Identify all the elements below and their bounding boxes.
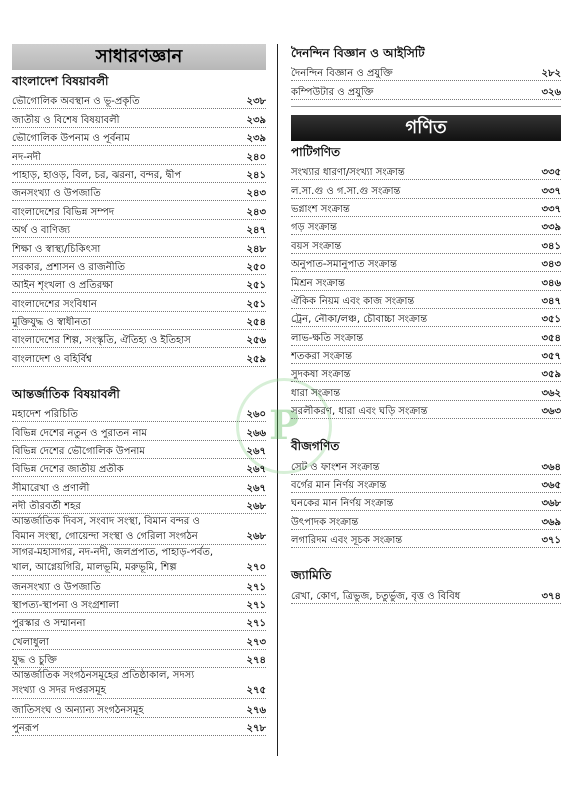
entry-text: সেট ও ফাংশন সংক্রান্ত — [291, 461, 380, 473]
entry-page: ৩৩৭ — [541, 203, 561, 215]
entry-page: ২৭৩ — [246, 636, 266, 648]
entry-text: লাভ-ক্ষতি সংক্রান্ত — [291, 332, 364, 344]
entry-page: ২৫৬ — [246, 335, 266, 347]
entry-page: ২৫১ — [246, 280, 266, 292]
entry-page: ৩৪৩ — [541, 259, 561, 271]
bangladesh-list — [12, 91, 266, 367]
entry-text: বয়স সংক্রান্ত — [291, 240, 342, 252]
entry-text: অনুপাত-সমানুপাত সংক্রান্ত — [291, 259, 397, 271]
toc-entry[interactable] — [12, 459, 266, 477]
entry-page: ২৫০ — [246, 261, 266, 273]
toc-entry[interactable] — [291, 309, 561, 327]
toc-entry[interactable] — [12, 109, 266, 127]
toc-entry[interactable] — [12, 257, 266, 275]
entry-page: ৩৫১ — [541, 314, 561, 326]
international-list-c — [12, 699, 266, 736]
entry-text: জাতিসংঘ ও অন্যান্য সংগঠনসমূহ — [12, 704, 144, 716]
entry-text: বাংলাদেশের বিভিন্ন সম্পদ — [12, 206, 115, 218]
toc-entry[interactable] — [12, 330, 266, 348]
entry-page: ৩৬৪ — [541, 461, 561, 473]
entry-page: ২৭৬ — [246, 704, 266, 716]
entry-page: ২৫১ — [246, 298, 266, 310]
entry-page: ৩৬২ — [541, 387, 561, 399]
toc-entry[interactable] — [12, 699, 266, 717]
entry-text: মিশ্রন সংক্রান্ত — [291, 277, 345, 289]
entry-text: সংখ্যার ধারণা/সংখ্যা সংক্রান্ত — [291, 167, 405, 179]
entry-text: বাংলাদেশের সংবিধান — [12, 298, 97, 310]
entry-page: ৩৫৯ — [541, 369, 561, 381]
toc-entry[interactable] — [12, 146, 266, 164]
entry-page: ৩৫৪ — [541, 332, 561, 344]
toc-entry[interactable] — [291, 493, 561, 511]
toc-entry[interactable] — [12, 183, 266, 201]
entry-text: যুদ্ধ ও চুক্তি — [12, 655, 57, 667]
toc-entry[interactable] — [291, 346, 561, 364]
international-list-b — [12, 576, 266, 668]
entry-page: ২৭৮ — [246, 722, 266, 734]
entry-text: সাগর-মহাসাগর, নদ-নদী, জলপ্রপাত, পাহাড়-পর্বত, — [12, 547, 214, 559]
entry-page: ৩৩৫ — [541, 167, 561, 179]
entry-text: দৈনন্দিন বিজ্ঞান ও প্রযুক্তি — [291, 68, 393, 80]
entry-text: সরকার, প্রশাসন ও রাজনীতি — [12, 261, 125, 273]
entry-page: ৩৪৬ — [541, 277, 561, 289]
entry-text: ঐকিক নিয়ম এবং কাজ সংক্রান্ত — [291, 295, 415, 307]
toc-entry[interactable] — [291, 272, 561, 290]
toc-entry[interactable] — [12, 238, 266, 256]
entry-text: নদ-নদী — [12, 151, 41, 163]
spacer — [12, 367, 266, 385]
entry-page: ২৪১ — [246, 169, 266, 181]
toc-entry[interactable] — [291, 401, 561, 419]
toc-entry[interactable] — [12, 441, 266, 459]
algebra-list — [291, 456, 561, 548]
watermark-letter: P — [268, 402, 300, 449]
entry-text: স্থাপত্য-স্থাপনা ও সংগ্রশালা — [12, 599, 119, 611]
entry-page: ৩৬৫ — [541, 480, 561, 492]
entry-page: ২৫৪ — [246, 317, 266, 329]
toc-entry[interactable] — [12, 718, 266, 736]
entry-page: ২৬৭ — [246, 482, 266, 494]
entry-text: সরলীকরণ, ধারা এবং ঘড়ি সংক্রান্ত — [291, 406, 428, 418]
entry-text: গড় সংক্রান্ত — [291, 222, 337, 234]
entry-text: আন্তর্জাতিক দিবস, সংবাদ সংস্থা, বিমান বন্দর ও — [12, 516, 200, 528]
entry-text: কম্পিউটার ও প্রযুক্তি — [291, 86, 374, 98]
entry-page: ২৭৪ — [246, 655, 266, 667]
toc-entry[interactable] — [12, 650, 266, 668]
toc-entry-multiline[interactable] — [12, 545, 266, 576]
section-title-science-ict: দৈনন্দিন বিজ্ঞান ও আইসিটি — [291, 46, 425, 60]
entry-text: বিভিন্ন দেশের নতুন ও পুরাতন নাম — [12, 427, 147, 439]
mathematics-banner: গণিত — [291, 115, 561, 141]
entry-page: ২৪৩ — [246, 206, 266, 218]
toc-entry[interactable] — [291, 585, 561, 603]
toc-entry[interactable] — [291, 235, 561, 253]
left-column — [12, 44, 266, 736]
international-list-a — [12, 404, 266, 514]
toc-entry[interactable] — [12, 422, 266, 440]
toc-entry-multiline[interactable] — [12, 514, 266, 545]
toc-entry[interactable] — [12, 576, 266, 594]
entry-text: সংখ্যা ও সদর দপ্তরসমূহ — [12, 685, 106, 697]
entry-page: ২৭৫ — [246, 685, 266, 697]
entry-page: ২৬৭ — [246, 464, 266, 476]
entry-page: ৩৭১ — [541, 535, 561, 547]
entry-text: ভগ্নাংশ সংক্রান্ত — [291, 203, 350, 215]
right-column — [291, 44, 561, 604]
entry-text: রেখা, কোণ, ত্রিভুজ, চতুর্ভুজ, বৃত্ত ও বিবিধ — [291, 590, 461, 602]
spacer — [291, 548, 561, 566]
entry-text: বিভিন্ন দেশের ভৌগোলিক উপনাম — [12, 446, 145, 458]
entry-page: ২৬৬ — [246, 427, 266, 439]
entry-page: ২৮২ — [541, 68, 561, 80]
toc-entry[interactable] — [291, 180, 561, 198]
geometry-list — [291, 585, 561, 603]
entry-page: ২৭১ — [246, 581, 266, 593]
entry-text: বাংলাদেশ ও বহির্বিশ্ব — [12, 353, 92, 365]
entry-text: আন্তর্জাতিক সংগঠনসমূহের প্রতিষ্ঠাকাল, সদস্য — [12, 670, 195, 682]
toc-entry[interactable] — [291, 254, 561, 272]
toc-entry[interactable] — [12, 477, 266, 495]
toc-entry[interactable] — [291, 364, 561, 382]
toc-entry[interactable] — [12, 128, 266, 146]
toc-entry[interactable] — [12, 496, 266, 514]
entry-page: ৩২৬ — [541, 86, 561, 98]
entry-page: ৩৬৮ — [541, 498, 561, 510]
toc-entry[interactable] — [291, 475, 561, 493]
entry-page: ২৪০ — [246, 151, 266, 163]
toc-entry[interactable] — [12, 348, 266, 366]
entry-text: জনসংখ্যা ও উপজাতি — [12, 581, 101, 593]
entry-text: ল.সা.গু ও গ.সা.গু সংক্রান্ত — [291, 185, 401, 197]
entry-page: ২৬০ — [246, 409, 266, 421]
entry-text: ভৌগোলিক উপনাম ও পূর্বনাম — [12, 133, 130, 145]
toc-entry-multiline[interactable] — [12, 668, 266, 699]
entry-text: জনসংখ্যা ও উপজাতি — [12, 188, 101, 200]
section-title-geometry: জ্যামিতি — [291, 568, 332, 583]
toc-entry[interactable] — [12, 595, 266, 613]
toc-entry[interactable] — [12, 631, 266, 649]
entry-text: পাহাড়, হাওড়, বিল, চর, ঝরনা, বন্দর, দ্বীপ — [12, 169, 182, 181]
toc-entry[interactable] — [291, 456, 561, 474]
toc-entry[interactable] — [291, 327, 561, 345]
entry-text: ট্রেন, নৌকা/লঞ্চ, চৌবাচ্চা সংক্রান্ত — [291, 314, 428, 326]
entry-page: ২৬৮ — [246, 501, 266, 513]
entry-page: ৩৫৭ — [541, 351, 561, 363]
entry-page: ৩৬৯ — [541, 516, 561, 528]
entry-page: ২৩৯ — [246, 114, 266, 126]
entry-page: ২৭১ — [246, 618, 266, 630]
entry-page: ২৪৩ — [246, 188, 266, 200]
entry-text: ঘনকের মান নির্ণয় সংক্রান্ত — [291, 498, 394, 510]
section-title-algebra: বীজগণিত — [291, 439, 340, 454]
toc-entry[interactable] — [291, 217, 561, 235]
toc-entry[interactable] — [291, 382, 561, 400]
entry-line — [12, 514, 266, 529]
entry-text: আইন শৃংখলা ও প্রতিরক্ষা — [12, 280, 114, 292]
entry-text: খেলাধুলা — [12, 636, 49, 648]
toc-entry[interactable] — [291, 162, 561, 180]
toc-entry[interactable] — [12, 404, 266, 422]
entry-page: ২৬৮ — [246, 531, 266, 543]
spacer — [291, 419, 561, 437]
general-knowledge-banner: সাধারণজ্ঞান — [12, 44, 266, 70]
entry-text: সুদকষা সংক্রান্ত — [291, 369, 351, 381]
entry-page: ৩৩৭ — [541, 185, 561, 197]
entry-text: বিভিন্ন দেশের জাতীয় প্রতীক — [12, 464, 124, 476]
entry-line — [12, 683, 266, 698]
entry-page: ৩৪৭ — [541, 295, 561, 307]
section-title-arithmetic: পাটিগণিত — [291, 144, 341, 159]
entry-text: বর্গের মান নির্ণয় সংক্রান্ত — [291, 480, 387, 492]
entry-text: ভৌগোলিক অবস্থান ও ভূ-প্রকৃতি — [12, 96, 140, 108]
entry-page: ২৬৭ — [246, 446, 266, 458]
entry-text: অর্থ ও বাণিজ্য — [12, 225, 71, 237]
entry-text: ধারা সংক্রান্ত — [291, 387, 341, 399]
entry-line — [12, 668, 266, 683]
toc-entry[interactable] — [291, 291, 561, 309]
section-title-bangladesh: বাংলাদেশ বিষয়াবলী — [12, 74, 109, 88]
entry-text: পুনরূপ — [12, 722, 39, 734]
entry-text: শতকরা সংক্রান্ত — [291, 351, 353, 363]
entry-page: ২৩৮ — [246, 96, 266, 108]
toc-entry[interactable] — [12, 613, 266, 631]
science-ict-list — [291, 63, 561, 107]
toc-entry[interactable] — [12, 165, 266, 183]
toc-entry[interactable] — [12, 293, 266, 311]
toc-entry[interactable] — [291, 81, 561, 99]
entry-text: বিমান সংস্থা, গোয়েন্দা সংস্থা ও গেরিলা সংগঠন — [12, 531, 198, 543]
entry-page: ৩৩৯ — [541, 222, 561, 234]
entry-page: ৩৬৩ — [541, 406, 561, 418]
arithmetic-list — [291, 162, 561, 419]
entry-text: মহাদেশ পরিচিতি — [12, 409, 78, 421]
toc-entry[interactable] — [291, 530, 561, 548]
section-title-international: আন্তর্জাতিক বিষয়াবলী — [12, 386, 120, 401]
entry-line — [12, 560, 266, 575]
entry-page: ৩৪১ — [541, 240, 561, 252]
entry-text: সীমারেখা ও প্রণালী — [12, 482, 90, 494]
toc-entry[interactable] — [12, 201, 266, 219]
entry-page: ২৪৭ — [246, 225, 266, 237]
entry-page: ২৭১ — [246, 599, 266, 611]
entry-page: ২৭০ — [246, 562, 266, 574]
entry-page: ৩৭৪ — [541, 590, 561, 602]
entry-text: জাতীয় ও বিশেষ বিষয়াবলী — [12, 114, 120, 126]
entry-text: খাল, আগ্নেয়গিরি, মালভূমি, মরুভূমি, শিল্প — [12, 562, 177, 574]
entry-page: ২৩৯ — [246, 133, 266, 145]
toc-entry[interactable] — [291, 63, 561, 81]
entry-text: নদী তীরবর্তী শহর — [12, 501, 81, 513]
entry-text: লগারিদম এবং সূচক সংক্রান্ত — [291, 535, 403, 547]
entry-text: মুক্তিযুদ্ধ ও স্বাধীনতা — [12, 317, 91, 329]
toc-entry[interactable] — [12, 91, 266, 109]
entry-line — [12, 529, 266, 544]
toc-entry[interactable] — [12, 220, 266, 238]
entry-page: ২৪৮ — [246, 243, 266, 255]
entry-text: বাংলাদেশের শিল্প, সংস্কৃতি, ঐতিহ্য ও ইতিহাস — [12, 335, 191, 347]
entry-text: শিক্ষা ও স্বাস্থ্য/চিকিৎসা — [12, 243, 101, 255]
entry-text: পুরস্কার ও সম্মাননা — [12, 618, 86, 630]
toc-entry[interactable] — [291, 199, 561, 217]
spacer — [291, 107, 561, 115]
entry-page: ২৫৯ — [246, 353, 266, 365]
toc-entry[interactable] — [291, 511, 561, 529]
toc-entry[interactable] — [12, 312, 266, 330]
entry-text: উৎপাদক সংক্রান্ত — [291, 516, 359, 528]
entry-line — [12, 545, 266, 560]
toc-entry[interactable] — [12, 275, 266, 293]
